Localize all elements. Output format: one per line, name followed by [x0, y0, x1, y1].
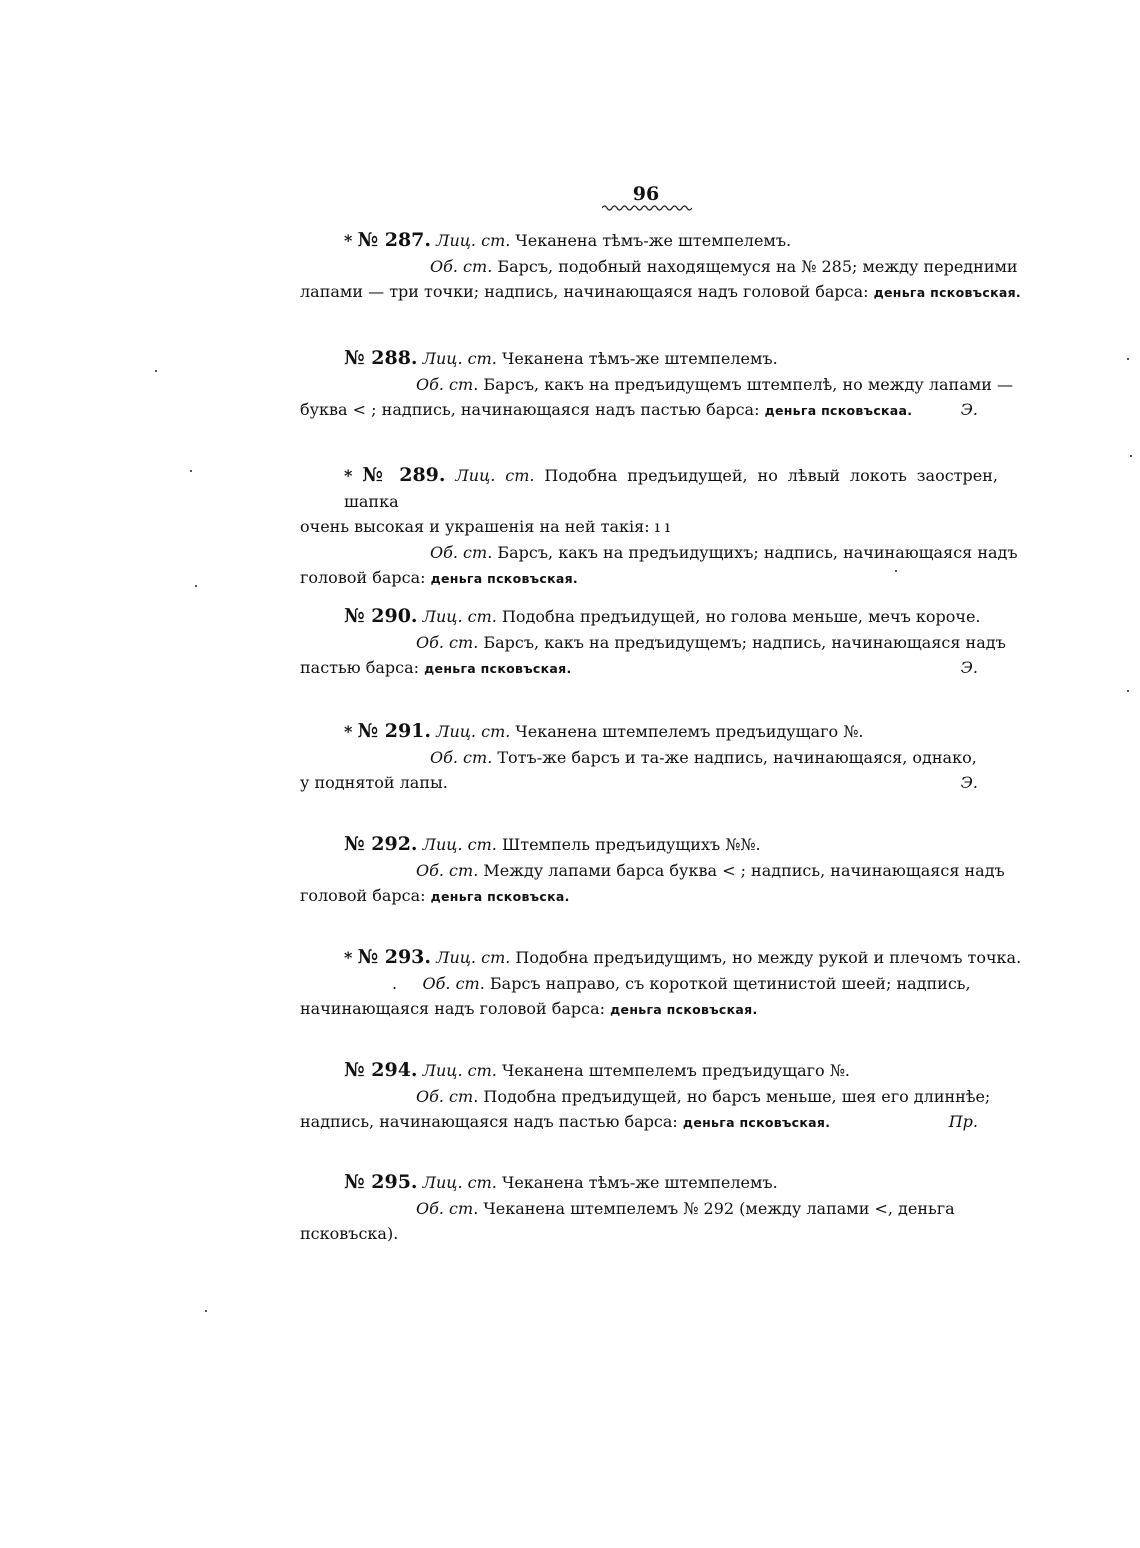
catalog-entry-288 [300, 346, 1013, 424]
reverse-label: Об. ст. [422, 973, 485, 993]
reverse-text-cont: лапами — три точки; надпись, начинающаяся надъ головой барса: [300, 282, 869, 301]
scan-speck [895, 570, 897, 572]
star-marker: * [344, 231, 353, 250]
catalog-entry-290 [300, 604, 1006, 682]
coin-inscription: деньга псковъская. [610, 1002, 758, 1017]
coin-inscription: деньга псковъска. [430, 889, 570, 904]
obverse-text: Подобна предъидущимъ, но между рукой и плечомъ точка. [515, 948, 1022, 967]
scan-speck [155, 370, 157, 372]
reverse-text-cont: головой барса: [300, 886, 426, 905]
obverse-line [300, 228, 998, 254]
obverse-line [300, 945, 1022, 971]
obverse-text: Чеканена тѣмъ-же штемпелемъ. [501, 349, 778, 368]
obverse-text: Чеканена тѣмъ-же штемпелемъ. [515, 231, 792, 250]
reverse-text-cont: у поднятой лапы. [300, 773, 448, 792]
scan-speck [195, 585, 197, 587]
obverse-label: Лиц. ст. [422, 1173, 497, 1192]
entry-number: № 295. [344, 1171, 418, 1193]
obverse-line [300, 463, 998, 514]
entry-number: № 294. [344, 1059, 418, 1081]
reverse-line-cont [300, 1221, 998, 1247]
catalog-entry-292 [300, 832, 1005, 910]
reverse-line [300, 372, 1013, 398]
stray-dot: . [392, 973, 398, 993]
entry-number: № 290. [344, 605, 418, 627]
reverse-text: Барсъ, подобный находящемуся на № 285; между передними [497, 256, 1018, 276]
reverse-text: Барсъ, какъ на предъидущихъ; надпись, начинающаяся надъ [497, 542, 1018, 562]
source-mark: Э. [960, 773, 978, 792]
entry-number: № 289. [362, 464, 446, 486]
reverse-line-cont [300, 996, 998, 1023]
entry-number: № 287. [357, 229, 432, 251]
scan-speck [190, 470, 192, 472]
reverse-line [300, 254, 1018, 280]
obverse-label: Лиц. ст. [422, 1061, 497, 1080]
obverse-label: Лиц. ст. [436, 231, 511, 250]
coin-inscription: деньга псковъская. [430, 571, 578, 586]
reverse-line-cont [300, 655, 998, 682]
obverse-label: Лиц. ст. [422, 835, 497, 854]
reverse-text-cont: головой барса: [300, 568, 426, 587]
star-marker: * [344, 722, 353, 741]
entry-number: № 292. [344, 833, 418, 855]
reverse-line [300, 858, 1005, 884]
reverse-label: Об. ст. [430, 747, 493, 767]
reverse-text-cont: надпись, начинающаяся надъ пастью барса: [300, 1112, 678, 1131]
reverse-line-cont [300, 565, 998, 592]
scan-speck [205, 1310, 207, 1312]
reverse-text: Тотъ-же барсъ и та-же надпись, начинающаяся, однако, [497, 747, 977, 767]
catalog-entry-295 [300, 1170, 998, 1247]
source-mark: Пр. [948, 1112, 978, 1131]
coin-inscription: деньга псковъскаа. [764, 403, 913, 418]
obverse-text: Подобна предъидущей, но голова меньше, мечъ короче. [501, 607, 981, 626]
reverse-line-cont [300, 1109, 998, 1136]
reverse-label: Об. ст. [430, 542, 493, 562]
page-number-ornament [602, 204, 692, 212]
reverse-text-cont: начинающаяся надъ головой барса: [300, 999, 606, 1018]
star-marker: * [344, 466, 353, 485]
obverse-line [300, 719, 998, 745]
reverse-text-cont: пастью барса: [300, 658, 420, 677]
obverse-label: Лиц. ст. [422, 349, 497, 368]
obverse-line-cont [300, 514, 998, 540]
obverse-text-cont: очень высокая и украшенія на ней такія: ı ı [300, 517, 671, 536]
source-mark: Э. [960, 658, 978, 677]
reverse-line [300, 540, 1018, 566]
reverse-label: Об. ст. [416, 1198, 479, 1218]
reverse-line-cont [300, 279, 1021, 306]
entry-number: № 291. [357, 720, 432, 742]
obverse-line [300, 1170, 998, 1196]
reverse-label: Об. ст. [416, 632, 479, 652]
reverse-text: Барсъ, какъ на предъидущемъ штемпелѣ, но между лапами — [483, 374, 1013, 394]
reverse-text: Барсъ, какъ на предъидущемъ; надпись, начинающаяся надъ [483, 632, 1006, 652]
obverse-label: Лиц. ст. [455, 466, 535, 485]
reverse-text: Подобна предъидущей, но барсъ меньше, шея его длиннѣе; [483, 1086, 991, 1106]
reverse-label: Об. ст. [416, 860, 479, 880]
reverse-line-cont [300, 397, 998, 424]
obverse-text: Чеканена штемпелемъ предъидущаго №. [501, 1061, 850, 1080]
reverse-text-cont: буква < ; надпись, начинающаяся надъ пастью барса: [300, 400, 760, 419]
reverse-label: Об. ст. [416, 1086, 479, 1106]
obverse-text: Чеканена штемпелемъ предъидущаго №. [515, 722, 864, 741]
catalog-entry-293 [300, 945, 1022, 1023]
entry-number: № 293. [357, 946, 432, 968]
reverse-line-cont [300, 770, 998, 796]
catalog-entry-291 [300, 719, 998, 796]
obverse-text: Чеканена тѣмъ-же штемпелемъ. [501, 1173, 778, 1192]
star-marker: * [344, 948, 353, 967]
source-mark: Э. [960, 400, 978, 419]
reverse-line [300, 745, 998, 771]
obverse-line [300, 832, 998, 858]
reverse-text: Чеканена штемпелемъ № 292 (между лапами <, деньга [483, 1198, 955, 1218]
catalog-entry-289 [300, 463, 1018, 592]
reverse-line [300, 1196, 998, 1222]
reverse-text-cont: псковъска). [300, 1224, 399, 1243]
reverse-line-cont [300, 883, 998, 910]
obverse-text: Штемпель предъидущихъ №№. [501, 835, 761, 854]
scan-speck [1130, 455, 1132, 457]
scan-speck [1127, 690, 1129, 692]
scan-speck [1127, 358, 1129, 360]
obverse-line [300, 604, 998, 630]
coin-inscription: деньга псковъская. [424, 661, 572, 676]
entry-number: № 288. [344, 347, 418, 369]
reverse-text: Между лапами барса буква < ; надпись, начинающаяся надъ [483, 860, 1005, 880]
reverse-line [300, 1084, 998, 1110]
page-number: 96 [632, 183, 660, 205]
obverse-line [300, 346, 998, 372]
catalog-entry-287 [300, 228, 1021, 306]
obverse-label: Лиц. ст. [436, 722, 511, 741]
reverse-line [300, 630, 1006, 656]
reverse-label: Об. ст. [430, 256, 493, 276]
obverse-label: Лиц. ст. [422, 607, 497, 626]
coin-inscription: деньга псковъская. [873, 285, 1021, 300]
reverse-text: Барсъ направо, съ короткой щетинистой шеей; надпись, [489, 973, 971, 993]
obverse-text: Подобна предъидущей, но лѣвый локоть заострен, шапка [344, 466, 998, 511]
coin-inscription: деньга псковъская. [682, 1115, 831, 1130]
reverse-line [300, 971, 998, 997]
obverse-label: Лиц. ст. [436, 948, 511, 967]
reverse-label: Об. ст. [416, 374, 479, 394]
catalog-entry-294 [300, 1058, 998, 1136]
obverse-line [300, 1058, 998, 1084]
